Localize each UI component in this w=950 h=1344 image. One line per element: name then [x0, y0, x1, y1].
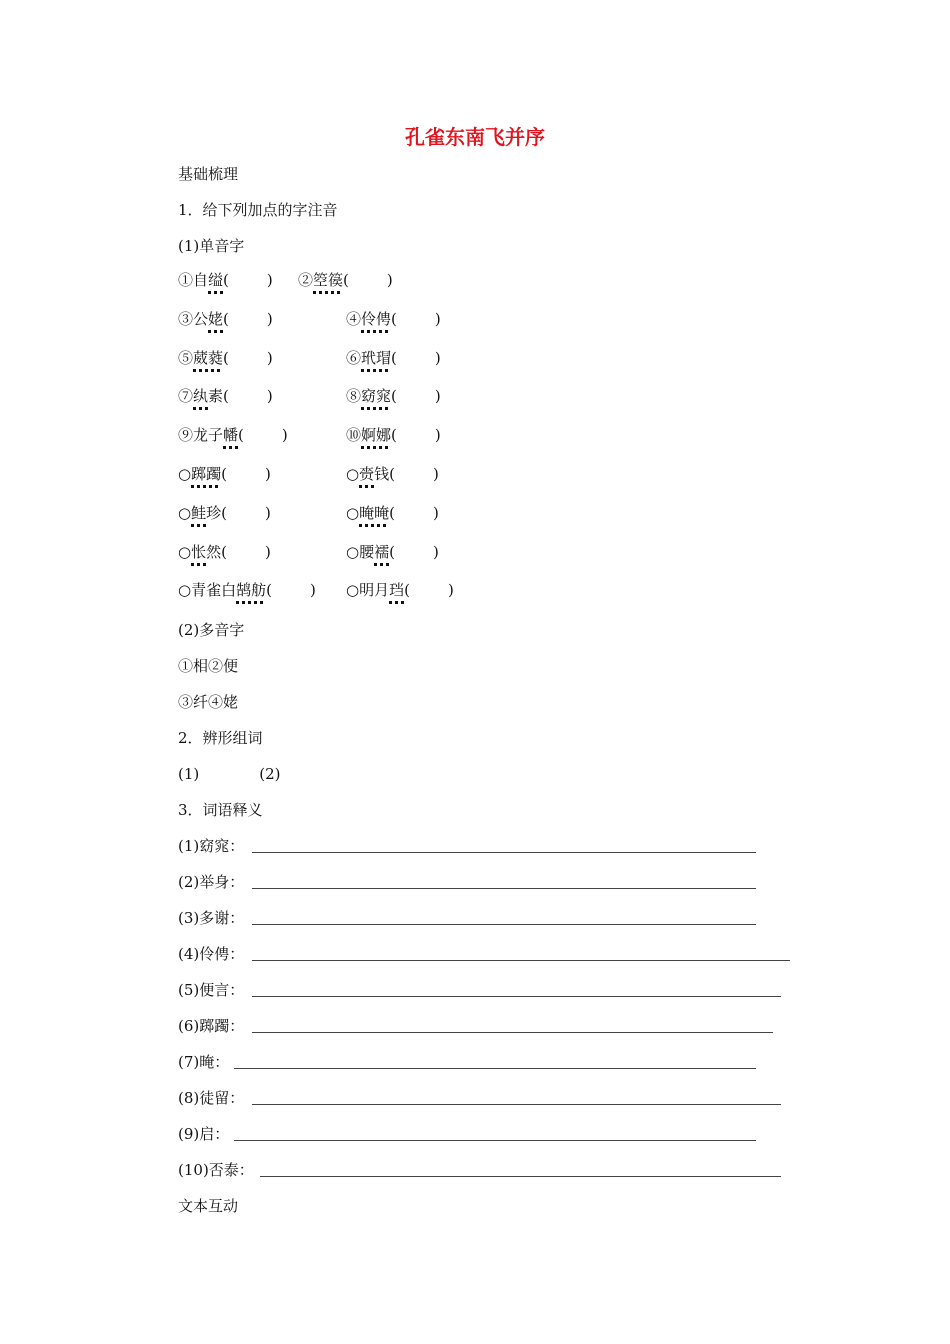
answer-paren-open: (: [389, 543, 395, 561]
answer-paren-open: (: [221, 465, 227, 483]
pinyin-item-post: 然: [206, 543, 222, 561]
definition-answer-line[interactable]: [252, 996, 781, 997]
answer-paren-open: (: [389, 504, 395, 522]
multi-sound-line-1: ①相②便: [178, 657, 239, 675]
pinyin-item-dot: 玳瑁: [361, 349, 392, 367]
definition-label: (6)踯躅：: [178, 1017, 245, 1035]
definition-answer-line[interactable]: [252, 1104, 781, 1105]
answer-paren-open: (: [343, 271, 349, 289]
answer-paren-open: (: [391, 387, 397, 405]
pinyin-item-num: ⑧: [346, 387, 362, 405]
pinyin-item-num: ○: [178, 504, 192, 522]
answer-paren-close: ): [434, 349, 441, 367]
pinyin-item: [346, 386, 441, 406]
question-2-line: (1) (2): [178, 765, 281, 783]
definition-label: (5)便言：: [178, 981, 245, 999]
pinyin-item-dot: 鹄舫: [236, 581, 267, 599]
definition-answer-line[interactable]: [252, 924, 756, 925]
definition-answer-line[interactable]: [234, 1068, 756, 1069]
pinyin-item-num: ⑤: [178, 349, 194, 367]
definition-label: (1)窈窕：: [178, 837, 245, 855]
definition-answer-line[interactable]: [252, 888, 756, 889]
pinyin-item-pre: 自: [193, 271, 209, 289]
pinyin-item-num: ①: [178, 271, 194, 289]
pinyin-item: [346, 542, 439, 562]
answer-paren-open: (: [389, 465, 395, 483]
definition-label: (8)徒留：: [178, 1089, 245, 1107]
pinyin-item-dot: 幡: [223, 426, 239, 444]
pinyin-item: [178, 425, 288, 445]
pinyin-item-dot: 晻晻: [359, 504, 390, 522]
pinyin-item-dot: 鲑: [191, 504, 207, 522]
definition-answer-line[interactable]: [252, 1032, 773, 1033]
pinyin-item-pre: 龙子: [193, 426, 224, 444]
answer-paren-close: ): [264, 543, 271, 561]
question-2-heading: 2．辨形组词: [178, 729, 263, 747]
answer-paren-open: (: [266, 581, 272, 599]
pinyin-item-dot: 婀娜: [361, 426, 392, 444]
pinyin-item-dot: 珰: [389, 581, 405, 599]
answer-paren-open: (: [223, 310, 229, 328]
definition-label: (2)举身：: [178, 873, 245, 891]
pinyin-item-dot: 怅: [191, 543, 207, 561]
pinyin-item-num: ○: [178, 465, 192, 483]
answer-paren-close: ): [309, 581, 316, 599]
pinyin-item: [178, 503, 271, 523]
pinyin-item: [178, 309, 273, 329]
page-title: 孔雀东南飞并序: [405, 125, 545, 149]
pinyin-item-num: ○: [178, 581, 192, 599]
pinyin-item: [346, 580, 454, 600]
definition-label: (3)多谢：: [178, 909, 245, 927]
pinyin-item: [298, 270, 393, 290]
pinyin-item-dot: 缢: [208, 271, 224, 289]
answer-paren-close: ): [266, 310, 273, 328]
answer-paren-close: ): [447, 581, 454, 599]
pinyin-item-num: ○: [346, 581, 360, 599]
definition-label: (7)晻：: [178, 1053, 230, 1071]
pinyin-item-num: ○: [346, 543, 360, 561]
answer-paren-open: (: [221, 543, 227, 561]
pinyin-item-num: ⑨: [178, 426, 194, 444]
answer-paren-close: ): [432, 543, 439, 561]
pinyin-item-num: ⑥: [346, 349, 362, 367]
pinyin-item-dot: 踯躅: [191, 465, 222, 483]
answer-paren-close: ): [434, 387, 441, 405]
answer-paren-close: ): [434, 310, 441, 328]
answer-paren-close: ): [281, 426, 288, 444]
pinyin-item-num: ○: [178, 543, 192, 561]
answer-paren-close: ): [434, 426, 441, 444]
pinyin-item-dot: 姥: [208, 310, 224, 328]
pinyin-item-dot: 伶俜: [361, 310, 392, 328]
subheading-single-sound: (1)单音字: [178, 237, 245, 255]
pinyin-item: [346, 309, 441, 329]
definition-label: (10)否泰：: [178, 1161, 254, 1179]
definition-answer-line[interactable]: [234, 1140, 756, 1141]
answer-paren-open: (: [221, 504, 227, 522]
answer-paren-open: (: [223, 349, 229, 367]
definition-answer-line[interactable]: [252, 960, 790, 961]
pinyin-item-pre: 明月: [359, 581, 390, 599]
pinyin-item-num: ○: [346, 504, 360, 522]
pinyin-item-dot: 窈窕: [361, 387, 392, 405]
pinyin-item-num: ⑩: [346, 426, 362, 444]
pinyin-item: [346, 503, 439, 523]
answer-paren-open: (: [404, 581, 410, 599]
answer-paren-close: ): [266, 387, 273, 405]
pinyin-item: [178, 464, 271, 484]
pinyin-item-post: 素: [208, 387, 224, 405]
pinyin-item-num: ④: [346, 310, 362, 328]
pinyin-item: [178, 348, 273, 368]
answer-paren-open: (: [238, 426, 244, 444]
pinyin-item-pre: 青雀白: [191, 581, 237, 599]
definition-label: (9)启：: [178, 1125, 230, 1143]
answer-paren-close: ): [264, 465, 271, 483]
question-1-heading: 1．给下列加点的字注音: [178, 201, 338, 219]
pinyin-item-post: 钱: [374, 465, 390, 483]
multi-sound-line-2: ③纤④姥: [178, 693, 239, 711]
definition-answer-line[interactable]: [260, 1176, 781, 1177]
pinyin-item-dot: 葳蕤: [193, 349, 224, 367]
pinyin-item: [178, 542, 271, 562]
answer-paren-close: ): [432, 504, 439, 522]
answer-paren-close: ): [432, 465, 439, 483]
definition-label: (4)伶俜：: [178, 945, 245, 963]
pinyin-item-dot: 襦: [374, 543, 390, 561]
section-heading-text: 文本互动: [178, 1197, 239, 1215]
answer-paren-close: ): [266, 349, 273, 367]
answer-paren-close: ): [386, 271, 393, 289]
section-heading-basic: 基础梳理: [178, 165, 239, 183]
pinyin-item-num: ③: [178, 310, 194, 328]
answer-paren-open: (: [391, 426, 397, 444]
pinyin-item: [178, 580, 316, 600]
answer-paren-open: (: [223, 271, 229, 289]
pinyin-item: [178, 270, 273, 290]
pinyin-item-dot: 箜篌: [313, 271, 344, 289]
pinyin-item-dot: 赍: [359, 465, 375, 483]
answer-paren-open: (: [391, 310, 397, 328]
definition-answer-line[interactable]: [252, 852, 756, 853]
subheading-multi-sound: (2)多音字: [178, 621, 245, 639]
answer-paren-close: ): [264, 504, 271, 522]
pinyin-item-num: ○: [346, 465, 360, 483]
answer-paren-open: (: [391, 349, 397, 367]
pinyin-item-pre: 腰: [359, 543, 375, 561]
pinyin-item: [346, 425, 441, 445]
answer-paren-close: ): [266, 271, 273, 289]
question-3-heading: 3．词语释义: [178, 801, 263, 819]
pinyin-item-dot: 纨: [193, 387, 209, 405]
pinyin-item-num: ②: [298, 271, 314, 289]
pinyin-item-pre: 公: [193, 310, 209, 328]
answer-paren-open: (: [223, 387, 229, 405]
pinyin-item: [346, 464, 439, 484]
pinyin-item-num: ⑦: [178, 387, 194, 405]
pinyin-item: [346, 348, 441, 368]
pinyin-item: [178, 386, 273, 406]
pinyin-item-post: 珍: [206, 504, 222, 522]
